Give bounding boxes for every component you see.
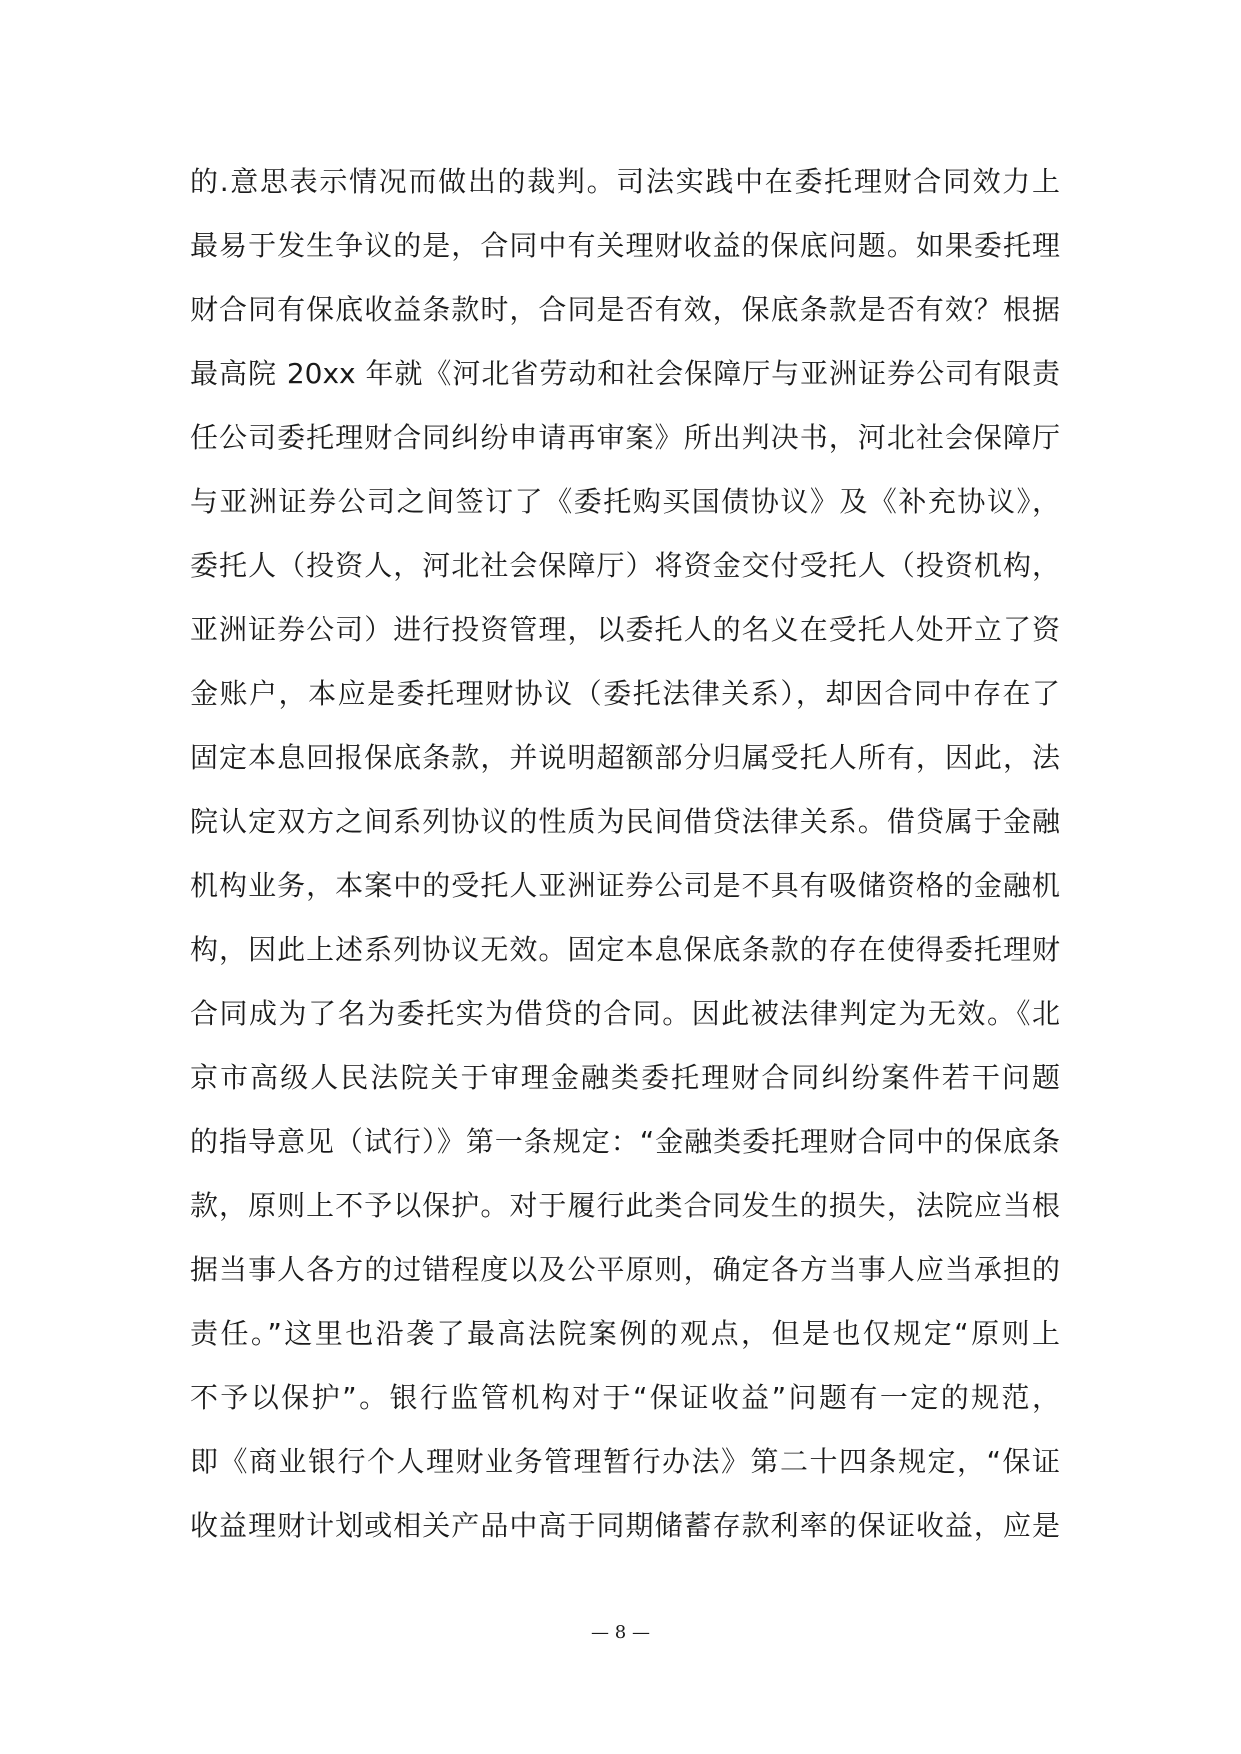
text-line: 不予以保护”。银行监管机构对于“保证收益”问题有一定的规范， [190, 1381, 1060, 1414]
text-line: 院认定双方之间系列协议的性质为民间借贷法律关系。借贷属于金融 [190, 805, 1060, 838]
text-line: 最易于发生争议的是，合同中有关理财收益的保底问题。如果委托理 [190, 229, 1060, 262]
text-line: 的指导意见（试行）》第一条规定：“金融类委托理财合同中的保底条 [190, 1125, 1060, 1158]
body-text [190, 150, 1060, 1558]
text-line: 固定本息回报保底条款，并说明超额部分归属受托人所有，因此，法 [190, 741, 1060, 774]
text-line: 款，原则上不予以保护。对于履行此类合同发生的损失，法院应当根 [190, 1189, 1060, 1222]
text-line: 责任。”这里也沿袭了最高法院案例的观点，但是也仅规定“原则上 [190, 1317, 1060, 1350]
text-line: 与亚洲证券公司之间签订了《委托购买国债协议》及《补充协议》， [190, 485, 1060, 518]
text-line: 京市高级人民法院关于审理金融类委托理财合同纠纷案件若干问题 [190, 1061, 1060, 1094]
text-line: 收益理财计划或相关产品中高于同期储蓄存款利率的保证收益，应是 [190, 1509, 1060, 1542]
text-line: 机构业务，本案中的受托人亚洲证券公司是不具有吸储资格的金融机 [190, 869, 1060, 902]
text-line: 的.意思表示情况而做出的裁判。司法实践中在委托理财合同效力上 [190, 165, 1060, 198]
text-line: 委托人（投资人，河北社会保障厅）将资金交付受托人（投资机构， [190, 549, 1060, 582]
text-line: 财合同有保底收益条款时，合同是否有效，保底条款是否有效？根据 [190, 293, 1060, 326]
text-line: 最高院 20xx 年就《河北省劳动和社会保障厅与亚洲证券公司有限责 [190, 357, 1060, 390]
text-line: 任公司委托理财合同纠纷申请再审案》所出判决书，河北社会保障厅 [190, 421, 1060, 454]
text-line: 构，因此上述系列协议无效。固定本息保底条款的存在使得委托理财 [190, 933, 1060, 966]
text-line: 即《商业银行个人理财业务管理暂行办法》第二十四条规定，“保证 [190, 1445, 1060, 1478]
text-line: 据当事人各方的过错程度以及公平原则，确定各方当事人应当承担的 [190, 1253, 1060, 1286]
text-line: 金账户，本应是委托理财协议（委托法律关系），却因合同中存在了 [190, 677, 1060, 710]
text-line: 合同成为了名为委托实为借贷的合同。因此被法律判定为无效。《北 [190, 997, 1060, 1030]
text-line: 亚洲证券公司）进行投资管理，以委托人的名义在受托人处开立了资 [190, 613, 1060, 646]
page-number: — 8 — [591, 1622, 650, 1643]
